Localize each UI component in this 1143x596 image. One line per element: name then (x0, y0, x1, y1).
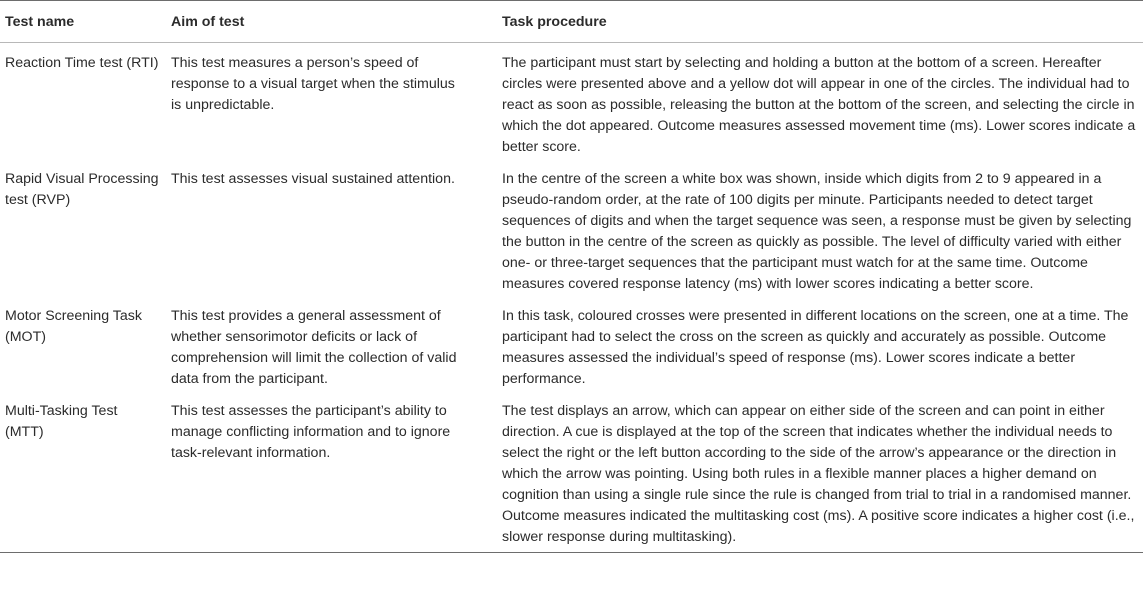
cell-procedure: In this task, coloured crosses were presented in different locations on the screen, one at a time. The participant had to select the cross on the screen as quickly and accurately as possible. Outcome measures assessed the individual’s speed of response (ms). Lower scores indicate a better performance. (502, 308, 1129, 387)
header-row (0, 1, 1143, 43)
table-row (0, 162, 1143, 299)
cell-test-name: Motor Screening Task (MOT) (5, 308, 142, 345)
cell-test-name: Reaction Time test (RTI) (5, 55, 159, 71)
cell-procedure: The participant must start by selecting and holding a button at the bottom of a screen. Hereafter circles were presented above and a yellow dot will appear in one of the circles. The individual had to react as soon as possible, releasing the button at the bottom of the screen, and selecting the circle in which the dot appeared. Outcome measures assessed movement time (ms). Lower scores indicate a better score. (502, 55, 1136, 155)
cell-test-name: Rapid Visual Processing test (RVP) (5, 171, 159, 208)
cell-aim: This test provides a general assessment of whether sensorimotor deficits or lack of comprehension will limit the collection of valid data from the participant. (171, 308, 457, 387)
cell-aim: This test assesses visual sustained attention. (171, 171, 455, 187)
cell-procedure: The test displays an arrow, which can appear on either side of the screen and can point in either direction. A cue is displayed at the top of the screen that indicates whether the individual needs to select the right or the left button according to the side of the arrow’s appearance or the direction in which the arrow was pointing. Using both rules in a flexible manner places a higher demand on cognition than using a single rule since the rule is changed from trial to trial in a randomised manner. Outcome measures indicated the multitasking cost (ms). A positive score indicates a higher cost (i.e., slower response during multitasking). (502, 403, 1135, 545)
cell-aim: This test assesses the participant’s ability to manage conflicting information and to ignore task-relevant information. (171, 403, 451, 461)
table-body (0, 43, 1143, 553)
table-row (0, 394, 1143, 553)
cell-procedure: In the centre of the screen a white box was shown, inside which digits from 2 to 9 appeared in a pseudo-random order, at the rate of 100 digits per minute. Participants needed to detect target sequences of digits and when the target sequence was seen, a response must be given by selecting the button in the centre of the screen as quickly as possible. The level of difficulty varied with either one- or three-target sequences that the participant must watch for at the same time. Outcome measures covered response latency (ms) with lower scores indicating a better score. (502, 171, 1132, 292)
header-test-name: Test name (5, 14, 75, 30)
table-row (0, 43, 1143, 163)
cell-test-name: Multi-Tasking Test (MTT) (5, 403, 118, 440)
cell-aim: This test measures a person’s speed of response to a visual target when the stimulus is unpredictable. (171, 55, 455, 113)
table-row (0, 299, 1143, 394)
table-header (0, 1, 1143, 43)
header-aim: Aim of test (171, 14, 245, 30)
header-procedure: Task procedure (502, 14, 607, 30)
